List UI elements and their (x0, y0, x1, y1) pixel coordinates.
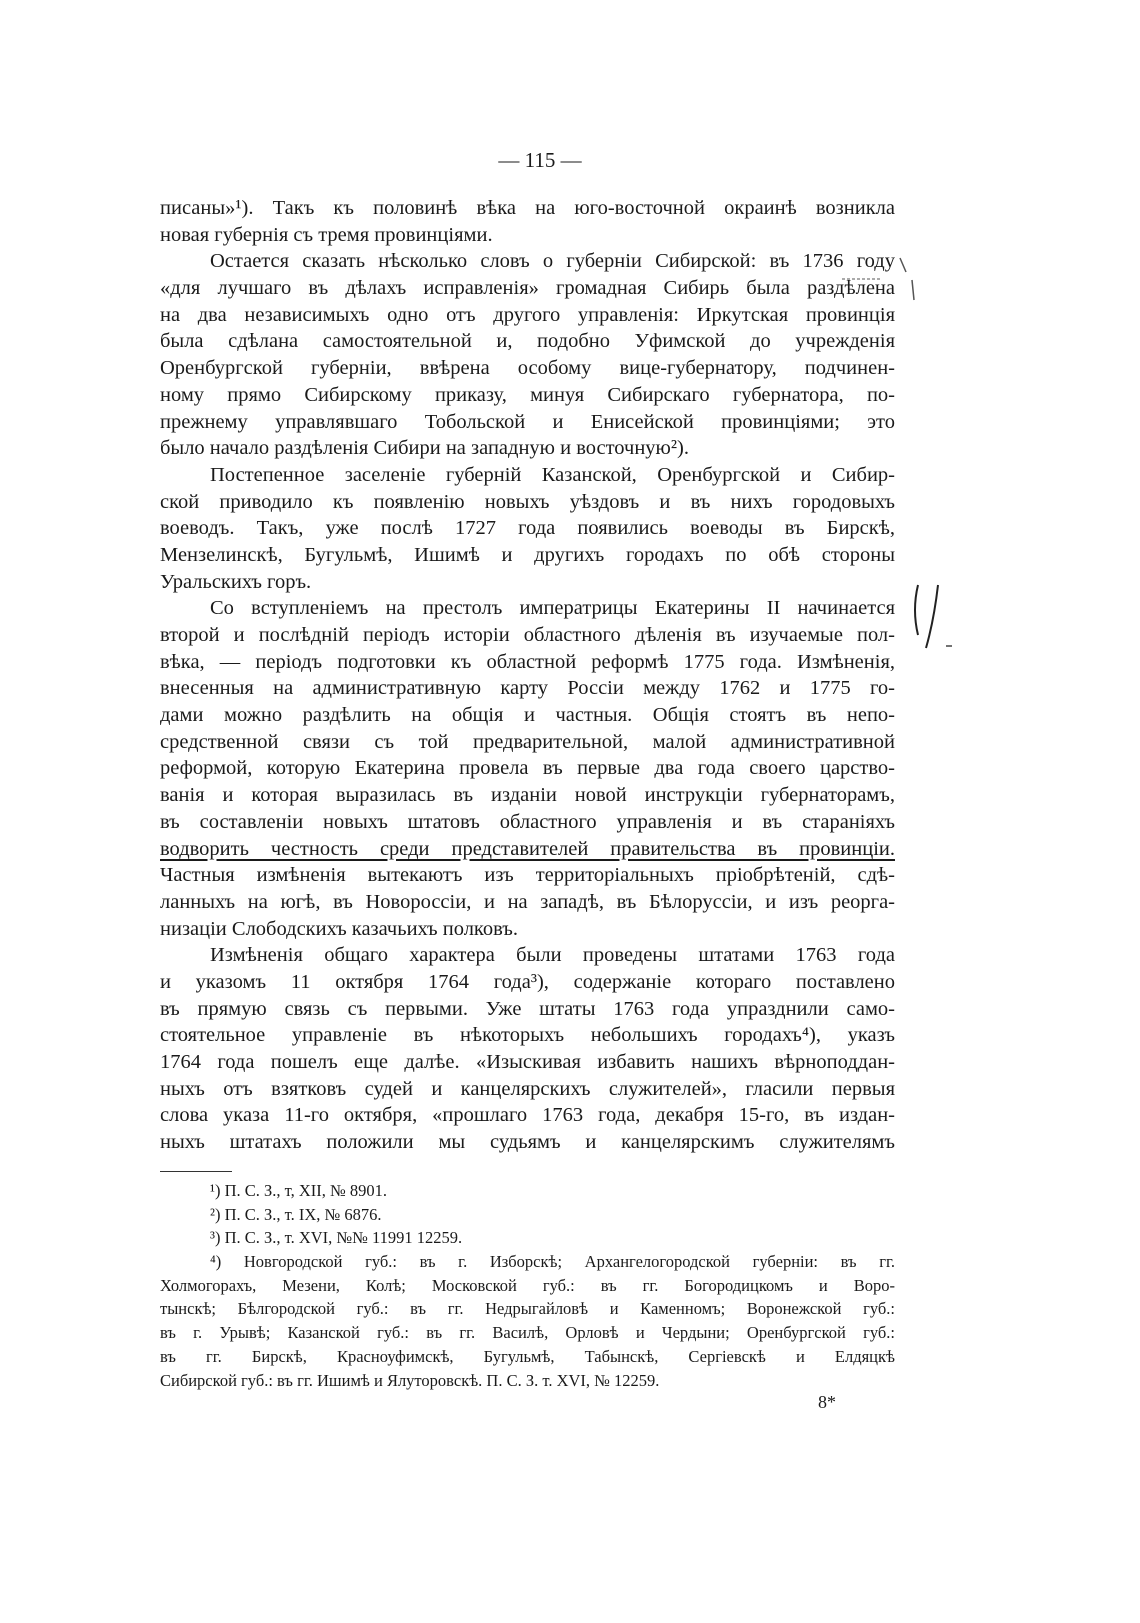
footnote-line-text: тынскѣ; Бѣлгородской губ.: въ гг. Недрыгайловѣ и Каменномъ; Воронежской губ.: (160, 1299, 895, 1319)
text-line-text: Остается сказать нѣсколько словъ о губерніи Сибирской: въ 1736 году (210, 250, 895, 273)
text-line-text: въ прямую связь съ первыми. Уже штаты 1763 года упразднили само- (160, 997, 895, 1020)
text-line-text: Уральскихъ горъ. (160, 570, 312, 593)
text-line-text: и указомъ 11 октября 1764 года³), содержаніе котораго поставлено (160, 970, 895, 993)
signature-mark: 8* (818, 1392, 836, 1412)
text-line-text: въ составленіи новыхъ штатовъ областного управленія и въ стараніяхъ (160, 810, 895, 833)
text-line-text: второй и послѣдній періодъ исторіи областного дѣленія въ изучаемые пол- (160, 624, 895, 646)
footnote-line-text: Сибирской губ.: въ гг. Ишимѣ и Ялуторовскѣ. П. С. З. т. XVI, № 12259. (160, 1370, 660, 1390)
text-line-text: ской приводило къ появленію новыхъ уѣздовъ и въ нихъ городовыхъ (160, 490, 895, 513)
footnote-line-text: въ гг. Бирскѣ, Красноуфимскѣ, Бугульмѣ, Табынскѣ, Сергіевскѣ и Елдяцкѣ (160, 1346, 895, 1366)
text-line-text: ванія и которая выразилась въ изданіи новой инструкціи губернаторамъ, (160, 784, 895, 807)
text-line-text: была сдѣлана самостоятельной и, подобно Уфимской до учрежденія (160, 330, 895, 353)
text-line-text: реформой, которую Екатерина провела въ первые два года своего царство- (160, 757, 895, 780)
text-line-text: дами можно раздѣлить на общія и частныя. Общія стоятъ въ непо- (160, 704, 895, 727)
page-number: — 115 — (498, 148, 582, 172)
text-line-text: ныхъ отъ взятковъ судей и канцелярскихъ служителей», гласили первыя (160, 1077, 895, 1100)
text-line-text: Мензелинскѣ, Бугульмѣ, Ишимѣ и другихъ городахъ по обѣ стороны (160, 543, 895, 566)
footnote-line-text: ¹) П. С. З., т, XII, № 8901. (210, 1181, 387, 1200)
text-line-text: новая губернія съ тремя провинціями. (160, 223, 493, 246)
text-line-text: средственной связи съ той предварительной, малой административной (160, 730, 895, 753)
margin-mark-tick (900, 258, 914, 300)
text-line-text: прежнему управлявшаго Тобольской и Енисейской провинціями; это (160, 410, 895, 433)
text-line-text: слова указа 11-го октября, «прошлаго 1763 года, декабря 15-го, въ издан- (160, 1104, 895, 1127)
text-line-text: писаны»¹). Такъ къ половинѣ вѣка на юго-восточной окраинѣ возникла (160, 197, 895, 219)
text-line-text: на два независимыхъ одно отъ другого управленія: Иркутская провинція (160, 303, 895, 326)
text-line-text: внесенныя на административную карту Россіи между 1762 и 1775 го- (160, 677, 895, 700)
text-line-text: ланныхъ на югѣ, въ Новороссіи, и на западѣ, въ Бѣлоруссіи, и изъ реорга- (160, 890, 895, 913)
text-line-text: ному прямо Сибирскому приказу, минуя Сибирскаго губернатора, по- (160, 383, 895, 406)
text-line-text: 1764 года пошелъ еще далѣе. «Изыскивая избавить нашихъ вѣрноподдан- (160, 1051, 895, 1073)
text-line-text: вѣка, — періодъ подготовки къ областной реформѣ 1775 года. Измѣненія, (160, 650, 895, 673)
footnote-line-text: ⁴) Новгородской губ.: въ г. Изборскѣ; Архангелогородской губерніи: въ гг. (210, 1252, 895, 1272)
text-line-text: воеводъ. Такъ, уже послѣ 1727 года появились воеводы въ Бирскѣ, (160, 517, 895, 540)
margin-mark-bracket (915, 585, 938, 648)
footnote-line-text: въ г. Урывѣ; Казанской губ.: въ гг. Василѣ, Орловѣ и Чердыни; Оренбургской губ.: (160, 1323, 895, 1343)
text-line-text: «для лучшаго въ дѣлахъ исправленія» громадная Сибирь была раздѣлена (160, 277, 895, 300)
text-line-text: Оренбургской губерніи, ввѣрена особому вице-губернатору, подчинен- (160, 357, 895, 380)
footnote-line-text: ²) П. С. З., т. IX, № 6876. (210, 1204, 382, 1224)
text-line-text: Постепенное заселеніе губерній Казанской, Оренбургской и Сибир- (210, 463, 895, 486)
text-line-text: низаціи Слободскихъ казачьихъ полковъ. (160, 917, 518, 940)
text-line-text: водворить честность среди представителей правительства въ провинціи. (160, 837, 895, 860)
text-line-text: стоятельное управленіе въ нѣкоторыхъ небольшихъ городахъ⁴), указъ (160, 1024, 895, 1047)
text-line-text: было начало раздѣленія Сибири на западную и восточную²). (160, 437, 689, 460)
text-line-text: ныхъ штатахъ положили мы судьямъ и канцелярскимъ служителямъ (160, 1131, 895, 1154)
text-line-text: Измѣненія общаго характера были проведены штатами 1763 года (210, 944, 895, 967)
text-line-text: Частныя измѣненія вытекаютъ изъ территоріальныхъ пріобрѣтеній, сдѣ- (160, 864, 895, 887)
footnote-line-text: ³) П. С. З., т. XVI, №№ 11991 12259. (210, 1228, 463, 1248)
footnote-line-text: Холмогорахъ, Мезени, Колѣ; Московской губ.: въ гг. Богородицкомъ и Воро- (160, 1275, 895, 1295)
text-line-text: Со вступленіемъ на престолъ императрицы Екатерины II начинается (210, 597, 895, 620)
